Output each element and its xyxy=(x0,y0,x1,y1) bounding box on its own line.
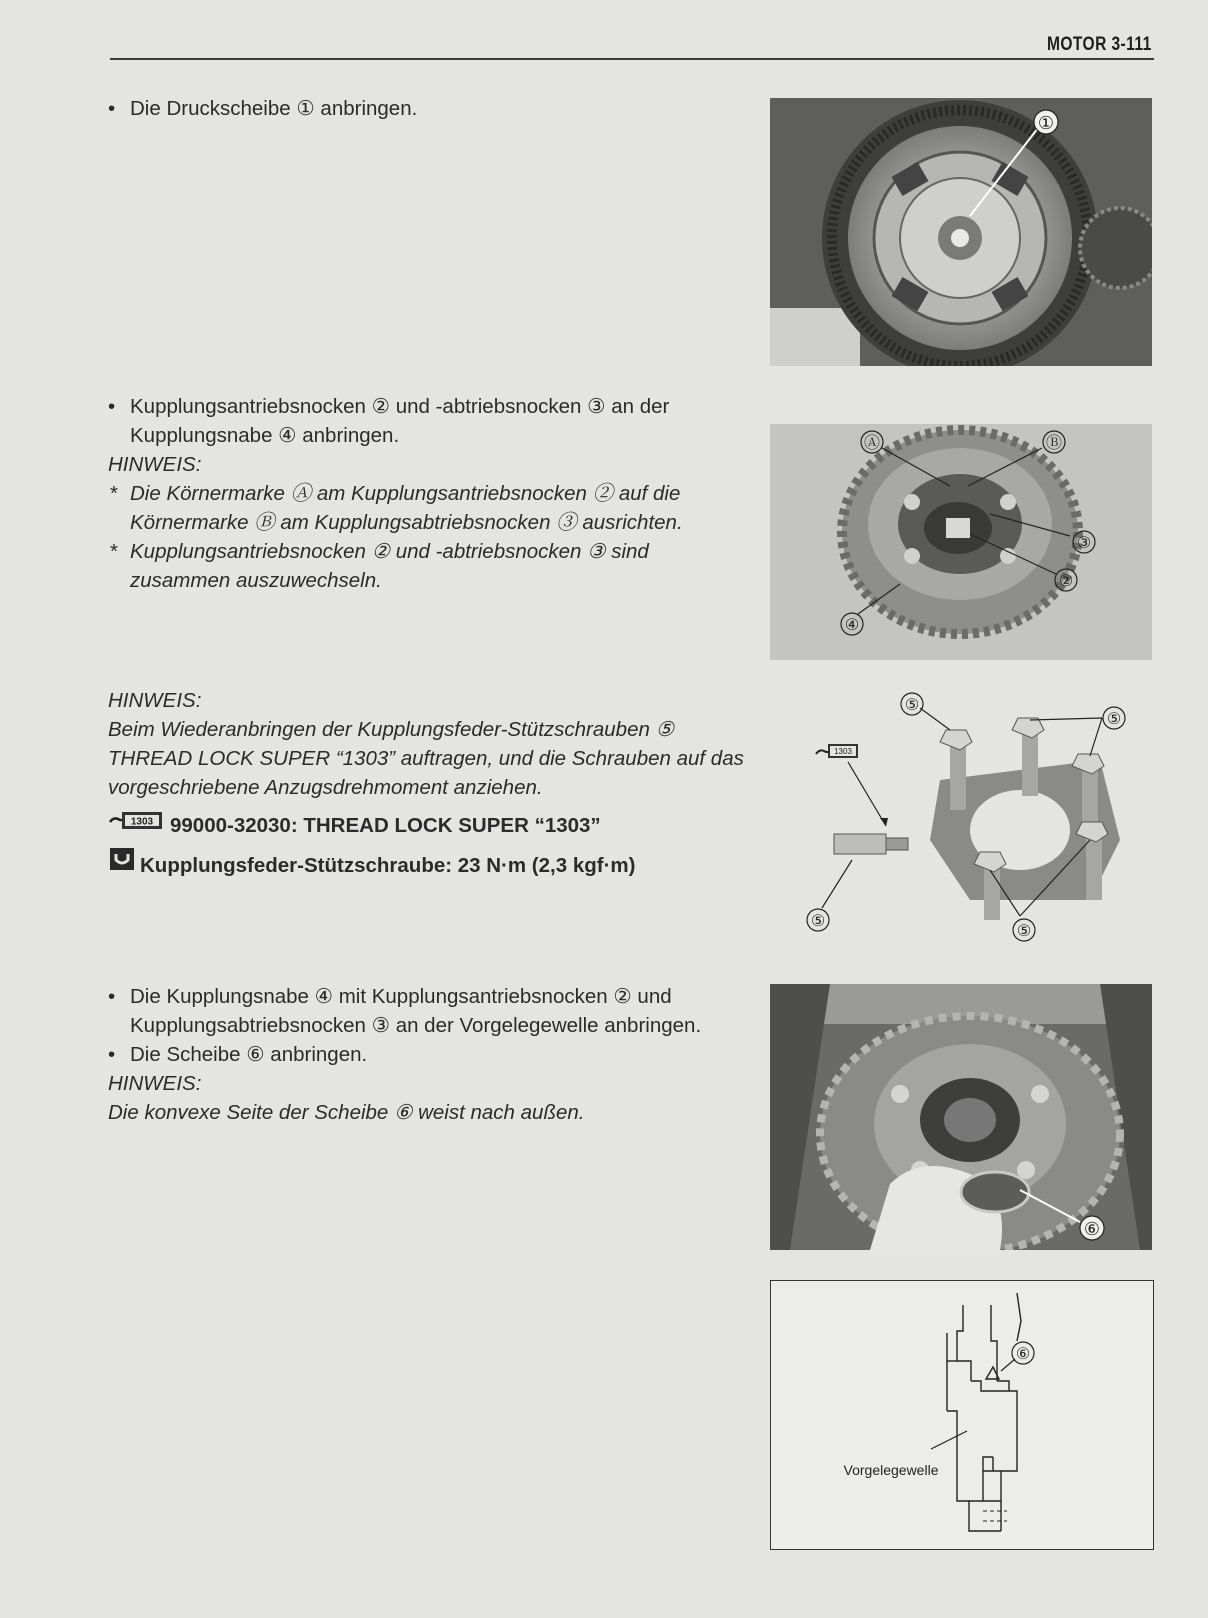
note-item: * Kupplungsantriebsnocken ② und -abtriebsnocken ③ sind zusammen auszuwechseln. xyxy=(108,537,748,595)
bullet-item: • Die Druckscheibe ① anbringen. xyxy=(108,94,748,123)
note-heading: HINWEIS: xyxy=(108,453,202,476)
diagram-label: Vorgelegewelle xyxy=(843,1462,939,1478)
photo-clutch-spring-bolts xyxy=(790,690,1152,950)
note-text: Die konvexe Seite der Scheibe ⑥ weist nach außen. xyxy=(108,1101,585,1124)
instruction-block-4 xyxy=(108,982,748,1127)
spec-threadlock-text: 99000-32030: THREAD LOCK SUPER “1303” xyxy=(170,814,601,837)
photo4-callout: ⑥ xyxy=(1083,1219,1101,1239)
instruction-block-2 xyxy=(108,392,748,595)
threadlock-icon-small xyxy=(816,744,858,758)
bullet-item: • Kupplungsantriebsnocken ② und -abtriebsnocken ③ an der Kupplungsnabe ④ anbringen. xyxy=(108,392,748,450)
photo3-callout: ⑤ xyxy=(1106,711,1122,728)
note-text: Beim Wiederanbringen der Kupplungsfeder-Stützschrauben ⑤ THREAD LOCK SUPER “1303” auftragen, und die Schrauben auf das vorgeschriebene Anzugsdrehmoment anziehen. xyxy=(108,718,744,799)
note-item: * Die Körnermarke Ⓐ am Kupplungsantriebsnocken ② auf die Körnermarke Ⓑ am Kupplungsabtriebsnocken ③ ausrichten. xyxy=(108,479,748,537)
instruction-block-1 xyxy=(108,94,748,123)
note-heading: HINWEIS: xyxy=(108,689,202,712)
photo2-callout-a: Ⓐ xyxy=(863,435,881,452)
photo3-callout: ⑤ xyxy=(1016,923,1032,940)
bullet-item: • Die Scheibe ⑥ anbringen. xyxy=(108,1040,748,1069)
torque-wrench-icon xyxy=(108,846,136,886)
photo2-callout-3: ③ xyxy=(1076,535,1092,552)
photo2-callout-4: ④ xyxy=(844,617,860,634)
photo3-callout: ⑤ xyxy=(810,913,826,930)
spec-torque-text: Kupplungsfeder-Stützschraube: 23 N·m (2,3 kgf·m) xyxy=(140,854,636,877)
threadlock-icon-label: 1303 xyxy=(130,816,154,828)
diagram-callout: ⑥ xyxy=(1015,1346,1031,1363)
photo1-callout: ① xyxy=(1037,113,1055,133)
bullet-item: • Die Kupplungsnabe ④ mit Kupplungsantriebsnocken ② und Kupplungsabtriebsnocken ③ an der Vorgelegewelle anbringen. xyxy=(108,982,748,1040)
threadlock-icon xyxy=(108,806,166,846)
instruction-block-3 xyxy=(108,686,748,886)
spec-torque xyxy=(108,846,748,886)
cross-section-diagram xyxy=(770,1280,1154,1550)
photo2-callout-b: Ⓑ xyxy=(1045,435,1063,452)
photo3-callout: ⑤ xyxy=(904,697,920,714)
photo-clutch-housing xyxy=(770,98,1152,366)
svg-text:1303: 1303 xyxy=(834,747,852,756)
photo2-callout-2: ② xyxy=(1058,573,1074,590)
note-heading: HINWEIS: xyxy=(108,1072,202,1095)
spec-threadlock xyxy=(108,806,748,846)
header-rule xyxy=(110,58,1154,60)
page-section-header: MOTOR 3-111 xyxy=(1047,34,1152,55)
photo-clutch-hub xyxy=(770,424,1152,660)
photo-clutch-hub-washer xyxy=(770,984,1152,1250)
